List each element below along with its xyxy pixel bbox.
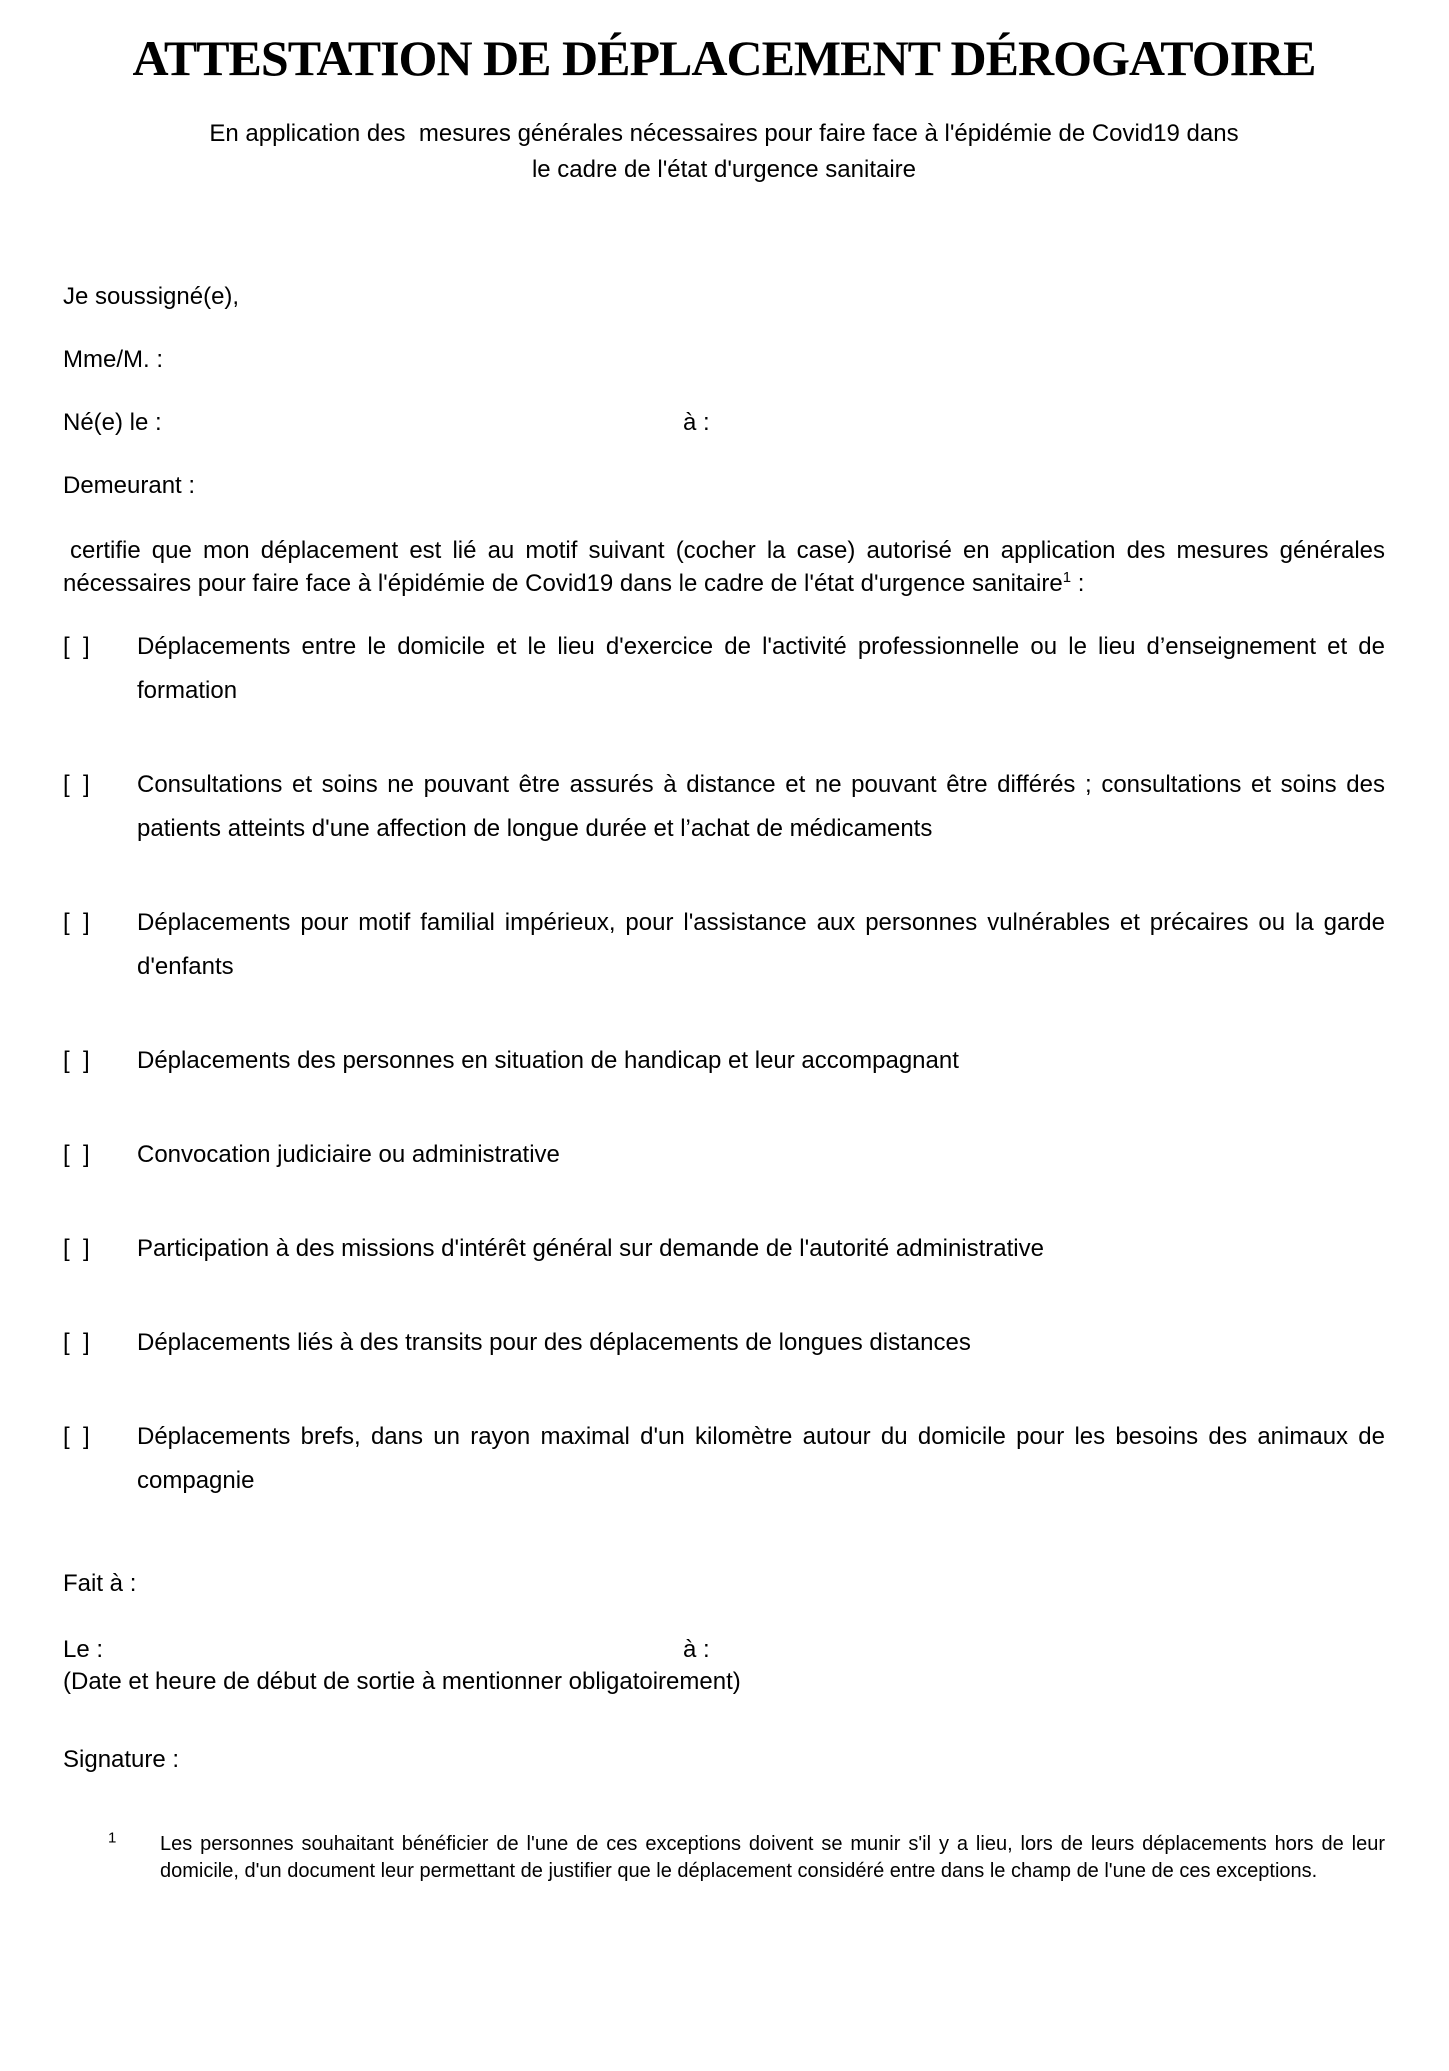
certify-tail: :	[1071, 570, 1085, 597]
birth-field-row	[63, 408, 1385, 438]
address-field-row	[63, 471, 1385, 501]
date-time-row	[63, 1635, 1385, 1698]
checkbox-pets[interactable]: [ ]	[63, 1423, 90, 1450]
date-note: (Date et heure de début de sortie à mentionner obligatoirement)	[63, 1668, 741, 1695]
document-subtitle	[63, 116, 1385, 188]
checkbox-transit[interactable]: [ ]	[63, 1329, 90, 1356]
reason-item-disability	[63, 1039, 1385, 1083]
reason-item-judicial	[63, 1133, 1385, 1177]
checkbox-mission[interactable]: [ ]	[63, 1235, 90, 1262]
birthplace-label: à :	[683, 409, 710, 436]
birthdate-label: Né(e) le :	[63, 409, 162, 436]
fait-a-row	[63, 1569, 1385, 1599]
certify-paragraph	[63, 534, 1385, 600]
checkbox-family[interactable]: [ ]	[63, 909, 90, 936]
checkbox-disability[interactable]: [ ]	[63, 1047, 90, 1074]
reason-item-family	[63, 901, 1385, 989]
reason-item-health	[63, 763, 1385, 851]
footnote-reference-mark: 1	[1062, 569, 1072, 586]
subtitle-line-2: le cadre de l'état d'urgence sanitaire	[531, 156, 917, 183]
intro-line	[63, 282, 1385, 312]
date-label: Le :	[63, 1636, 104, 1663]
signature-label: Signature :	[63, 1746, 180, 1773]
checkbox-judicial[interactable]: [ ]	[63, 1141, 90, 1168]
reason-label-judicial: Convocation judiciaire ou administrative	[137, 1141, 560, 1168]
checkbox-health[interactable]: [ ]	[63, 771, 90, 798]
document-title: ATTESTATION DE DÉPLACEMENT DÉROGATOIRE	[132, 30, 1316, 86]
reason-label-pets: Déplacements brefs, dans un rayon maximal d'un kilomètre autour du domicile pour les besoins des animaux de compagnie	[137, 1423, 1385, 1494]
reason-label-transit: Déplacements liés à des transits pour des déplacements de longues distances	[137, 1329, 971, 1356]
reason-label-work-school: Déplacements entre le domicile et le lieu d'exercice de l'activité professionnelle ou le lieu d’enseignement et de formation	[137, 633, 1385, 704]
identity-section	[63, 282, 1385, 501]
reasons-list	[63, 625, 1385, 1503]
date-fill-area[interactable]	[103, 1635, 1385, 1665]
reason-item-mission	[63, 1227, 1385, 1271]
reason-label-mission: Participation à des missions d'intérêt général sur demande de l'autorité administrative	[137, 1235, 1044, 1262]
address-fill-area[interactable]	[195, 471, 1385, 501]
document-content	[0, 30, 1449, 1885]
footnote-block	[63, 1831, 1385, 1885]
time-label: à :	[683, 1636, 710, 1663]
reason-label-family: Déplacements pour motif familial impérieux, pour l'assistance aux personnes vulnérables et précaires ou la garde d'enfants	[137, 909, 1385, 980]
footnote-number-mark: 1	[108, 1829, 117, 1847]
checkbox-work-school[interactable]: [ ]	[63, 633, 90, 660]
reason-item-pets	[63, 1415, 1385, 1503]
reason-label-disability: Déplacements des personnes en situation de handicap et leur accompagnant	[137, 1047, 959, 1074]
signature-row	[63, 1745, 1385, 1775]
subtitle-line-1: En application des mesures générales nécessaires pour faire face à l'épidémie de Covid19 dans	[209, 120, 1239, 147]
intro-label: Je soussigné(e),	[63, 283, 240, 310]
name-fill-area[interactable]	[163, 345, 1385, 375]
reason-label-health: Consultations et soins ne pouvant être assurés à distance et ne pouvant être différés ; consultations et soins des patients atteints d'une affection de longue durée et l’achat de médicaments	[137, 771, 1385, 842]
certify-text: certifie que mon déplacement est lié au motif suivant (cocher la case) autorisé en application des mesures générales nécessaires pour faire face à l'épidémie de Covid19 dans le cadre de l'état d'urgence sanitaire	[63, 537, 1385, 597]
name-field-row	[63, 345, 1385, 375]
name-label: Mme/M. :	[63, 346, 163, 373]
date-line	[63, 1635, 1385, 1665]
address-label: Demeurant :	[63, 472, 196, 499]
birthdate-fill-area[interactable]	[162, 408, 1385, 438]
fait-a-label: Fait à :	[63, 1570, 137, 1597]
reason-item-transit	[63, 1321, 1385, 1365]
footnote-number	[63, 1831, 160, 1885]
reason-item-work	[63, 625, 1385, 713]
footnote-text: Les personnes souhaitant bénéficier de l'une de ces exceptions doivent se munir s'il y a lieu, lors de leurs déplacements hors de leur domicile, d'un document leur permettant de justifier que le déplacement considéré entre dans le champ de l'une de ces exceptions.	[160, 1833, 1385, 1882]
